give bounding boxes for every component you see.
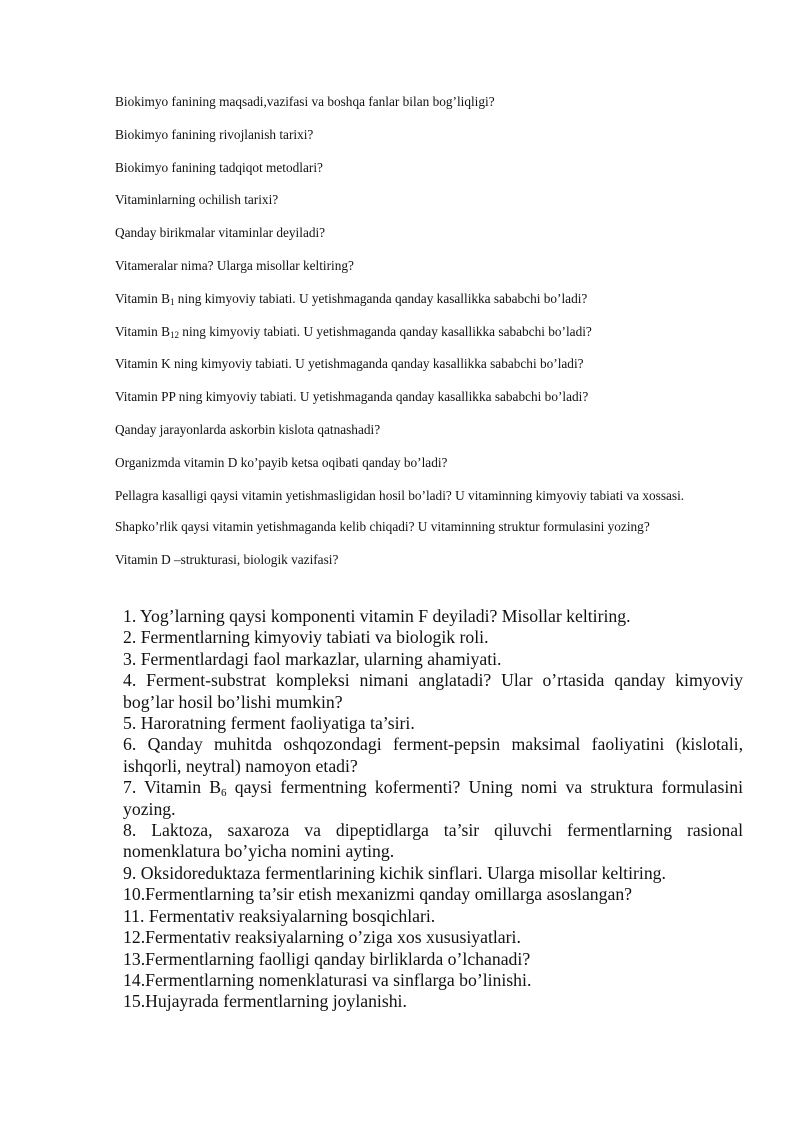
- item-text: Fermentlarning kimyoviy tabiati va biologik roli.: [140, 627, 489, 648]
- numbered-item: [123, 627, 743, 648]
- item-number: 14.: [123, 969, 146, 990]
- numbered-item: [123, 884, 743, 905]
- numbered-item: [123, 820, 743, 863]
- question-text: Vitamin B: [115, 290, 170, 306]
- question-text: Vitamin B: [115, 323, 170, 339]
- subscript: 6: [221, 787, 227, 800]
- question-item: Organizmda vitamin D ko’payib ketsa oqibati qanday bo’ladi?: [115, 454, 448, 470]
- item-number: 11.: [123, 905, 145, 926]
- question-item: Vitaminlarning ochilish tarixi?: [115, 192, 279, 208]
- item-text: Fermentativ reaksiyalarning bosqichlari.: [148, 905, 436, 926]
- question-item: Vitameralar nima? Ularga misollar keltiring?: [115, 257, 354, 273]
- item-text: Fermentativ reaksiyalarning o’ziga xos xususiyatlari.: [145, 927, 521, 948]
- item-text: Ferment-substrat kompleksi nimani anglatadi? Ular o’rtasida qanday kimyoviy bog’lar hosil bo’lishi mumkin?: [123, 670, 744, 712]
- question-item: Biokimyo fanining rivojlanish tarixi?: [115, 126, 314, 142]
- question-item: Vitamin K ning kimyoviy tabiati. U yetishmaganda qanday kasallikka sababchi bo’ladi?: [115, 356, 584, 372]
- question-item: Pellagra kasalligi qaysi vitamin yetishmasligidan hosil bo’ladi? U vitaminning kimyoviy tabiati va xossasi.: [115, 487, 685, 503]
- subscript: 1: [169, 296, 175, 307]
- item-text: Fermentlarning ta’sir etish mexanizmi qanday omillarga asoslangan?: [145, 884, 633, 905]
- item-text: Oksidoreduktaza fermentlarining kichik sinflari. Ularga misollar keltiring.: [140, 862, 666, 883]
- numbered-item: [123, 863, 743, 884]
- item-number: 7.: [123, 777, 137, 798]
- item-number: 12.: [123, 927, 146, 948]
- question-list: [115, 93, 745, 584]
- question-text: ning kimyoviy tabiati. U yetishmaganda qanday kasallikka sababchi bo’ladi?: [178, 323, 592, 339]
- numbered-item: [123, 670, 743, 713]
- item-number: 8.: [123, 820, 137, 841]
- item-text: Laktoza, saxaroza va dipeptidlarga ta’sir qiluvchi fermentlarning rasional nomenklatura bo’yicha nomini ayting.: [123, 820, 743, 862]
- numbered-item: [123, 734, 743, 777]
- item-text: Vitamin B: [144, 777, 222, 798]
- numbered-item: [123, 991, 743, 1012]
- numbered-list: [123, 606, 743, 1013]
- item-number: 5.: [123, 713, 137, 734]
- item-number: 6.: [123, 734, 137, 755]
- numbered-item: [123, 927, 743, 948]
- numbered-item: [123, 713, 743, 734]
- item-text: Fermentlarning faolligi qanday birliklarda o’lchanadi?: [145, 948, 531, 969]
- subscript: 12: [169, 329, 179, 340]
- numbered-item: [123, 777, 743, 820]
- item-number: 4.: [123, 670, 137, 691]
- question-text: ning kimyoviy tabiati. U yetishmaganda qanday kasallikka sababchi bo’ladi?: [174, 290, 588, 306]
- item-number: 13.: [123, 948, 146, 969]
- question-item: Vitamin D –strukturasi, biologik vazifasi?: [115, 551, 339, 567]
- item-text: Hujayrada fermentlarning joylanishi.: [145, 991, 407, 1012]
- item-text: Qanday muhitda oshqozondagi ferment-pepsin maksimal faoliyatini (kislotali, ishqorli, neytral) namoyon etadi?: [123, 734, 744, 776]
- question-item: Shapko’rlik qaysi vitamin yetishmaganda kelib chiqadi? U vitaminning struktur formulasini yozing?: [115, 519, 650, 535]
- question-item: Qanday jarayonlarda askorbin kislota qatnashadi?: [115, 421, 381, 437]
- numbered-item: [123, 606, 743, 627]
- question-item: Biokimyo fanining tadqiqot metodlari?: [115, 159, 323, 175]
- numbered-item: [123, 949, 743, 970]
- question-item: Biokimyo fanining maqsadi,vazifasi va boshqa fanlar bilan bog’liqligi?: [115, 94, 495, 109]
- numbered-item: [123, 906, 743, 927]
- item-text: Yog’larning qaysi komponenti vitamin F deyiladi? Misollar keltiring.: [140, 606, 631, 626]
- numbered-item: [123, 649, 743, 670]
- item-text: qaysi fermentning kofermenti? Uning nomi va struktura formulasini yozing.: [123, 777, 744, 819]
- item-text: Haroratning ferment faoliyatiga ta’siri.: [140, 713, 415, 734]
- item-text: Fermentlardagi faol markazlar, ularning ahamiyati.: [140, 648, 502, 669]
- item-number: 2.: [123, 627, 137, 648]
- item-text: Fermentlarning nomenklaturasi va sinflarga bo’linishi.: [145, 969, 532, 990]
- item-number: 15.: [123, 991, 146, 1012]
- question-item: [115, 323, 745, 340]
- item-number: 10.: [123, 884, 146, 905]
- question-item: [115, 290, 745, 307]
- item-number: 3.: [123, 648, 137, 669]
- item-number: 9.: [123, 862, 137, 883]
- item-number: 1.: [123, 606, 137, 626]
- question-item: Vitamin PP ning kimyoviy tabiati. U yetishmaganda qanday kasallikka sababchi bo’ladi?: [115, 389, 589, 405]
- numbered-item: [123, 970, 743, 991]
- question-item: Qanday birikmalar vitaminlar deyiladi?: [115, 225, 326, 241]
